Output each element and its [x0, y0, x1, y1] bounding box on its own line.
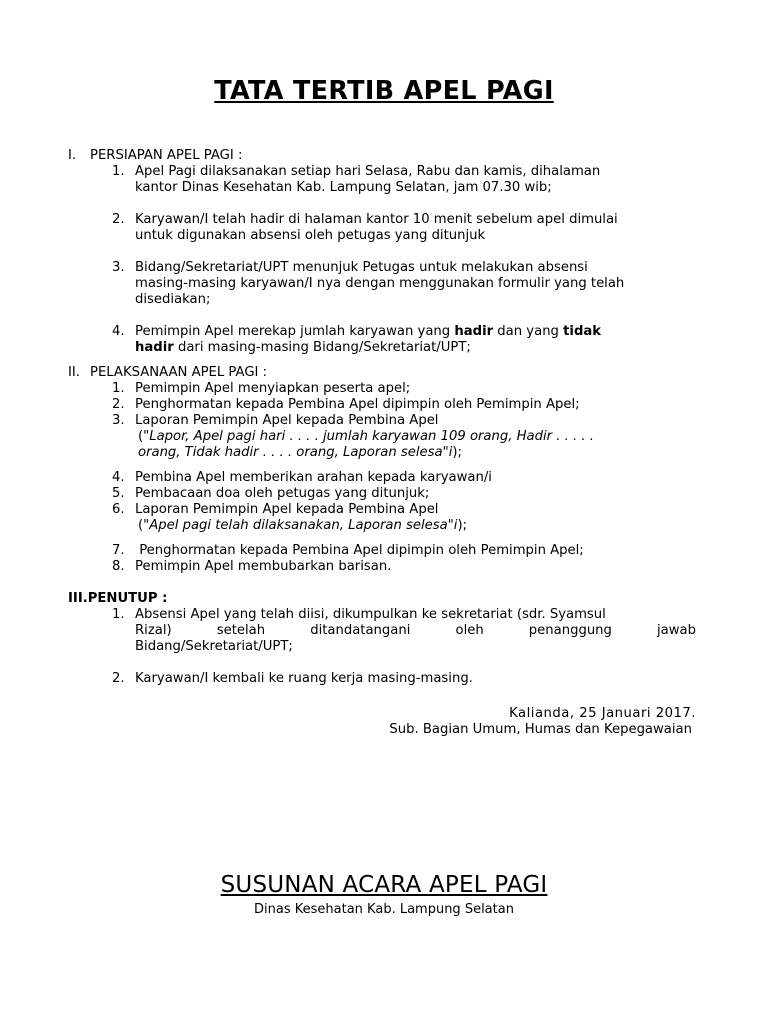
persiapan-list — [68, 164, 696, 356]
penutup-list — [68, 607, 696, 687]
item-text: Laporan Pemimpin Apel kepada Pembina Apel — [135, 502, 439, 517]
quote-open: (" — [138, 429, 150, 444]
list-item — [68, 324, 696, 356]
list-item — [68, 671, 696, 687]
item-number: 1. — [112, 607, 125, 622]
list-item — [68, 559, 696, 575]
item-text: disediakan; — [135, 292, 211, 307]
item-number: 4. — [112, 470, 125, 485]
list-item — [68, 212, 696, 244]
footer-subtitle: Dinas Kesehatan Kab. Lampung Selatan — [254, 902, 514, 917]
item-number: 1. — [112, 381, 125, 396]
item-text: Pemimpin Apel menyiapkan peserta apel; — [135, 381, 411, 396]
item-text: dari masing-masing Bidang/Sekretariat/UPT; — [173, 340, 471, 355]
section-number: II. — [68, 365, 80, 380]
item-text: kantor Dinas Kesehatan Kab. Lampung Selatan, jam 07.30 wib; — [135, 180, 552, 195]
item-text: Bidang/Sekretariat/UPT menunjuk Petugas untuk melakukan absensi — [135, 260, 588, 275]
list-item — [68, 260, 696, 308]
section-heading-persiapan — [68, 148, 696, 164]
item-text: Pemimpin Apel merekap jumlah karyawan yang — [135, 324, 455, 339]
list-item — [68, 413, 696, 429]
item-number: 1. — [112, 164, 125, 179]
list-item — [68, 164, 696, 196]
quote-open: (" — [138, 518, 150, 533]
item-number: 5. — [112, 486, 125, 501]
item-text: Penghormatan kepada Pembina Apel dipimpin oleh Pemimpin Apel; — [135, 543, 584, 558]
bold-tidak: tidak — [563, 324, 602, 339]
list-item — [68, 502, 696, 518]
item-text: Bidang/Sekretariat/UPT; — [135, 639, 293, 654]
list-item — [68, 543, 696, 559]
page-title: TATA TERTIB APEL PAGI — [214, 76, 554, 106]
document-body — [68, 148, 696, 687]
item-number: 7. — [112, 543, 125, 558]
item-text: Rizal) setelah ditandatangani oleh penanggung jawab — [135, 623, 696, 638]
section-colon: : — [233, 148, 243, 163]
item-text: untuk digunakan absensi oleh petugas yang ditunjuk — [135, 228, 486, 243]
quote-close: ); — [452, 445, 462, 460]
report-quote — [68, 429, 696, 461]
quote-text: orang, Tidak hadir . . . . orang, Laporan selesa"i — [138, 445, 453, 460]
item-number: 3. — [112, 260, 125, 275]
list-item — [68, 470, 696, 486]
item-text: Laporan Pemimpin Apel kepada Pembina Apel — [135, 413, 439, 428]
list-item — [68, 381, 696, 397]
item-text: masing-masing karyawan/I nya dengan menggunakan formulir yang telah — [135, 276, 625, 291]
item-number: 6. — [112, 502, 125, 517]
item-text: Absensi Apel yang telah diisi, dikumpulkan ke sekretariat (sdr. Syamsul — [135, 607, 606, 622]
bold-hadir: hadir — [135, 340, 174, 355]
item-number: 2. — [112, 397, 125, 412]
bold-hadir: hadir — [454, 324, 494, 339]
section-title: PELAKSANAAN APEL PAGI — [90, 365, 259, 380]
item-text: Pemimpin Apel membubarkan barisan. — [135, 559, 392, 574]
item-text: Karyawan/I telah hadir di halaman kantor 10 menit sebelum apel dimulai — [135, 212, 618, 227]
footer-title: SUSUNAN ACARA APEL PAGI — [220, 872, 548, 898]
item-number: 3. — [112, 413, 125, 428]
quote-close: ); — [457, 518, 468, 533]
report-quote — [68, 518, 696, 534]
item-text: Penghormatan kepada Pembina Apel dipimpin oleh Pemimpin Apel; — [135, 397, 580, 412]
quote-text: Apel pagi telah dilaksanakan, Laporan selesa"i — [149, 518, 458, 533]
section-colon: : — [258, 365, 268, 380]
item-number: 2. — [112, 671, 125, 686]
section-heading-pelaksanaan — [68, 365, 696, 381]
signature-place-date: Kalianda, 25 Januari 2017. — [509, 706, 696, 721]
item-text: Apel Pagi dilaksanakan setiap hari Selasa, Rabu dan kamis, dihalaman — [135, 164, 601, 179]
item-number: 2. — [112, 212, 125, 227]
item-text: Pembina Apel memberikan arahan kepada karyawan/i — [135, 470, 492, 485]
section-title: PERSIAPAN APEL PAGI — [90, 148, 234, 163]
section-title: III.PENUTUP : — [68, 591, 168, 606]
signature-unit: Sub. Bagian Umum, Humas dan Kepegawaian — [389, 722, 692, 737]
section-number: I. — [68, 148, 77, 163]
list-item — [68, 486, 696, 502]
item-text: Karyawan/I kembali ke ruang kerja masing-masing. — [135, 671, 473, 686]
item-text: dan yang — [493, 324, 564, 339]
pelaksanaan-list — [68, 381, 696, 575]
item-number: 8. — [112, 559, 125, 574]
item-number: 4. — [112, 324, 125, 339]
section-heading-penutup — [68, 591, 696, 607]
list-item — [68, 607, 696, 655]
quote-text: Lapor, Apel pagi hari . . . . jumlah karyawan 109 orang, Hadir . . . . . — [149, 429, 594, 444]
item-text: Pembacaan doa oleh petugas yang ditunjuk; — [135, 486, 430, 501]
list-item — [68, 397, 696, 413]
